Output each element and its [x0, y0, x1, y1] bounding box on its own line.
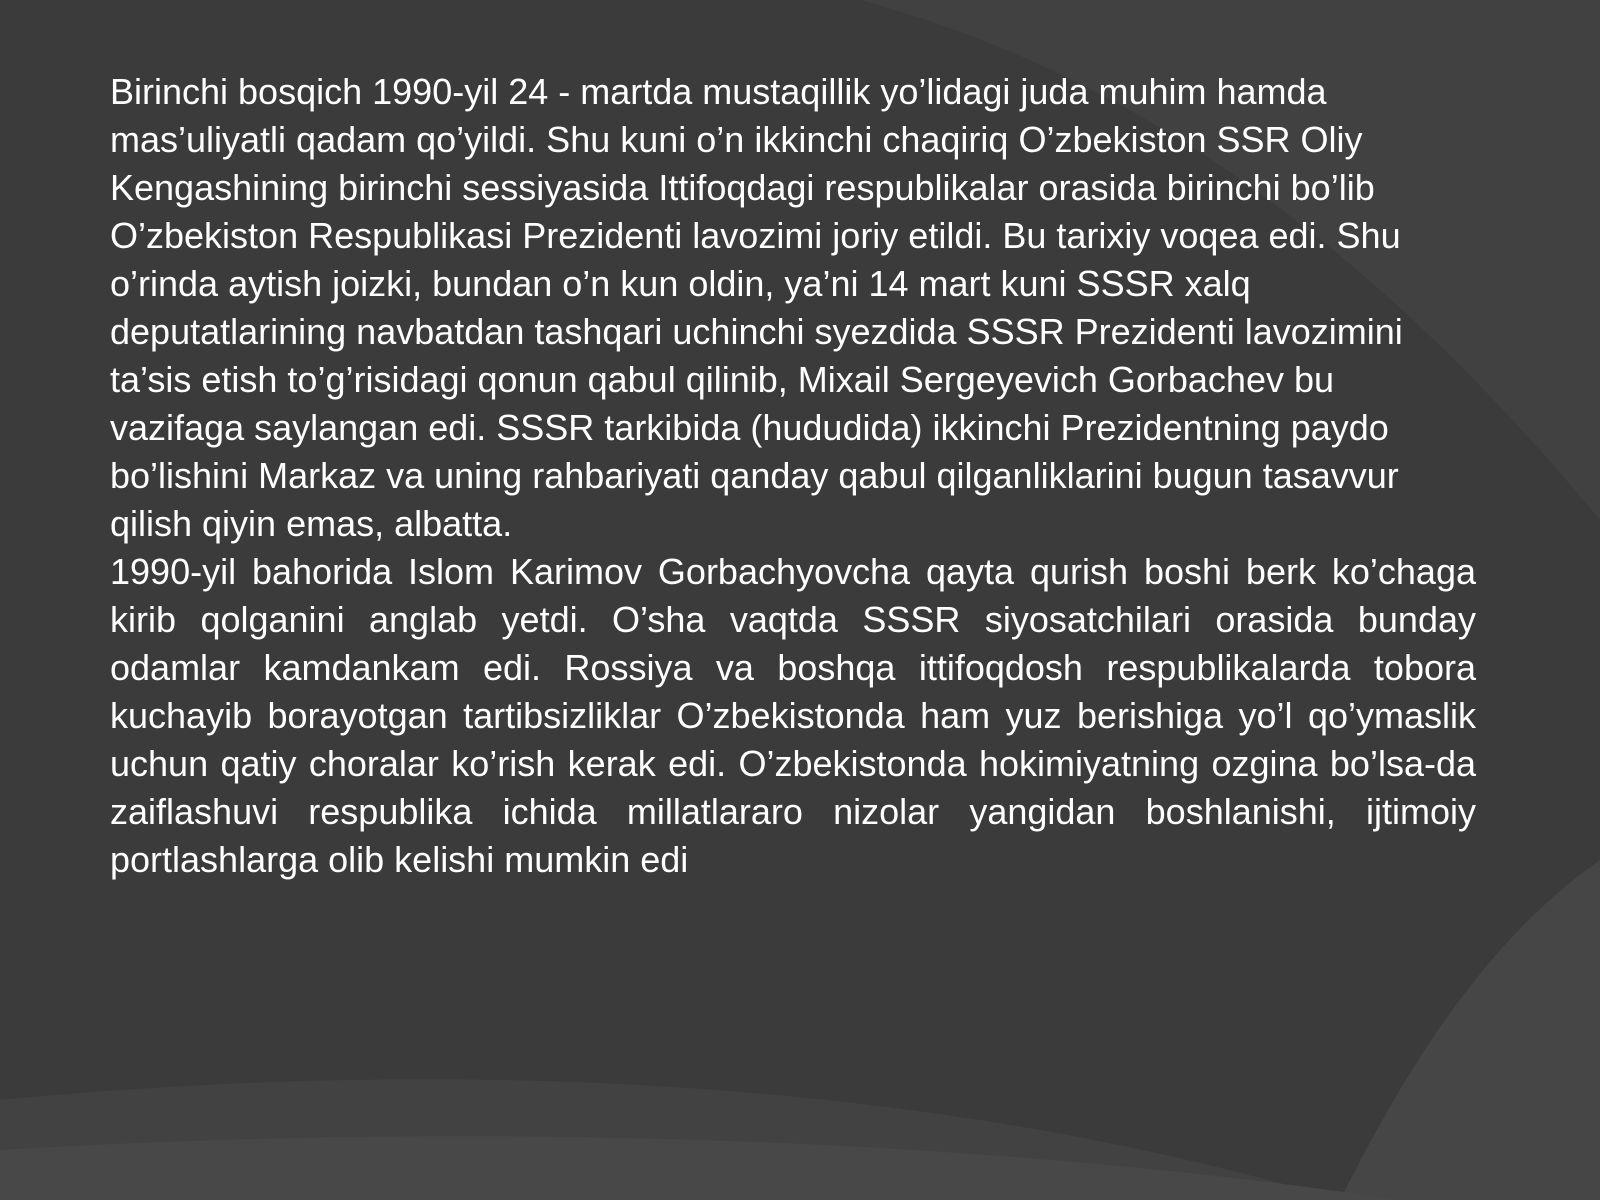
- paragraph-second: 1990-yil bahorida Islom Karimov Gorbachyovcha qayta qurish boshi berk ko’chaga kirib qolganini anglab yetdi. O’sha vaqtda SSSR siyosatchilari orasida bunday odamlar kamdankam edi. Rossiya va boshqa ittifoqdosh respublikalarda tobora kuchayib borayotgan tartibsizliklar O’zbekistonda ham yuz berishiga yo’l qo’ymaslik uchun qatiy choralar ko’rish kerak edi. O’zbekistonda hokimiyatning ozgina bo’lsa-da zaiflashuvi respublika ichida millatlararo nizolar yangidan boshlanishi, ijtimoiy portlashlarga olib kelishi mumkin edi: [110, 551, 1476, 880]
- slide-body: [110, 68, 1476, 884]
- paragraph-first: Birinchi bosqich 1990-yil 24 - martda mustaqillik yo’lidagi juda muhim hamda mas’uliyatli qadam qo’yildi. Shu kuni o’n ikkinchi chaqiriq O’zbekiston SSR Oliy Kengashining birinchi sessiyasida Ittifoqdagi respublikalar orasida birinchi bo’lib O’zbekiston Respublikasi Prezidenti lavozimi joriy etildi. Bu tarixiy voqea edi. Shu o’rinda aytish joizki, bundan o’n kun oldin, ya’ni 14 mart kuni SSSR xalq deputatlarining navbatdan tashqari uchinchi syezdida SSSR Prezidenti lavozimini ta’sis etish to’g’risidagi qonun qabul qilinib, Mixail Sergeyevich Gorbachev bu vazifaga saylangan edi. SSSR tarkibida (hududida) ikkinchi Prezidentning paydo bo’lishini Markaz va uning rahbariyati qanday qabul qilganliklarini bugun tasavvur qilish qiyin emas, albatta.: [110, 71, 1403, 544]
